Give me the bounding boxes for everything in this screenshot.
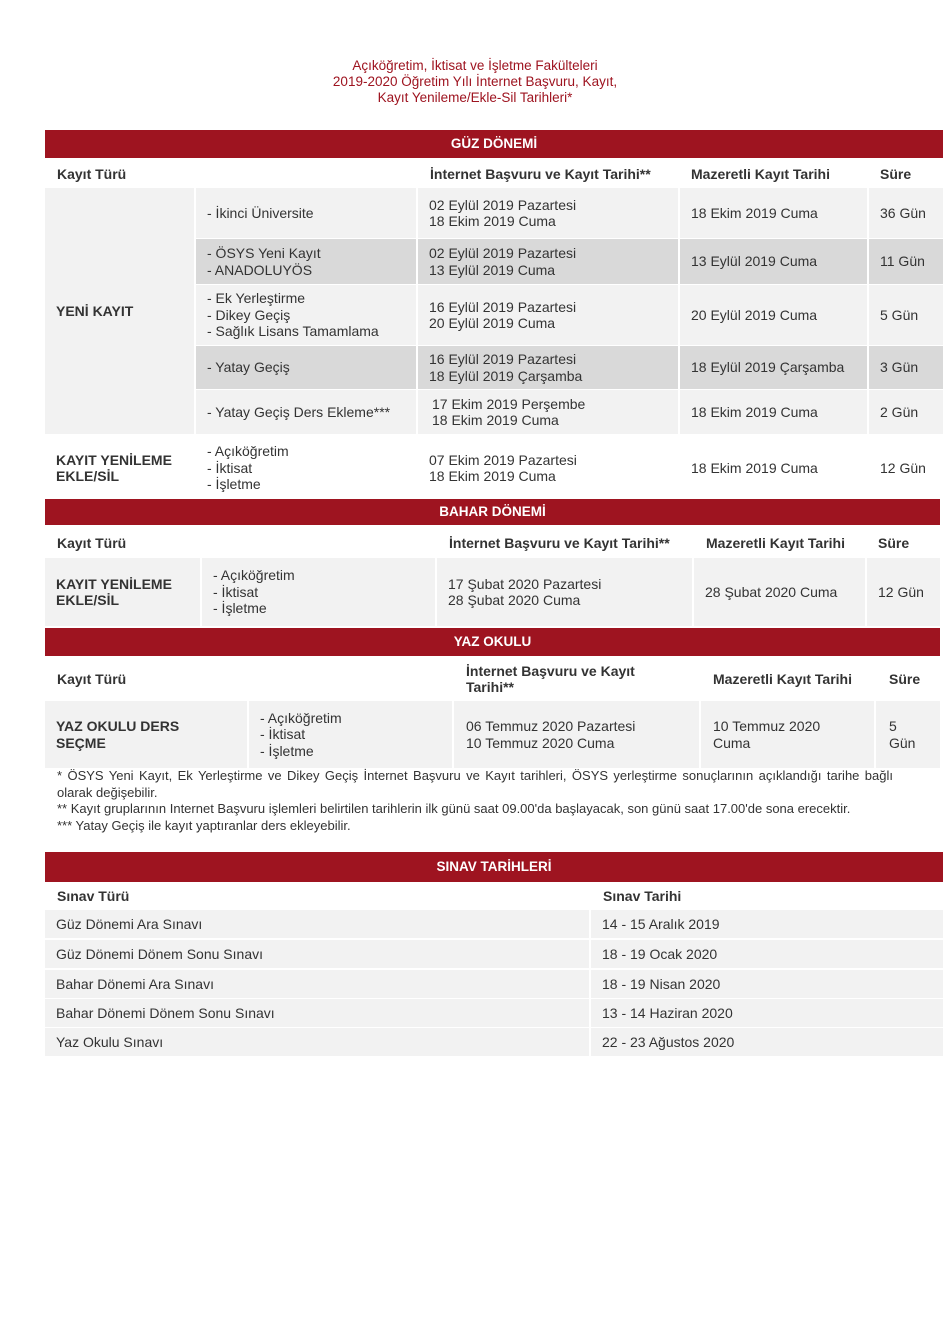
guz-row-5-basvuru: 17 Ekim 2019 Perşembe 18 Ekim 2019 Cuma xyxy=(418,390,678,434)
sinav-row-5-name: Yaz Okulu Sınavı xyxy=(45,1028,589,1056)
guz-row-4-type: - Yatay Geçiş xyxy=(196,346,416,389)
guz-yenileme-label: KAYIT YENİLEME EKLE/SİL xyxy=(56,451,172,484)
guz-band: GÜZ DÖNEMİ xyxy=(45,130,943,158)
sinav-row-1-name: Güz Dönemi Ara Sınavı xyxy=(45,910,589,938)
yaz-header-kayit-turu: Kayıt Türü xyxy=(57,671,127,687)
sinav-row-4-date: 13 - 14 Haziran 2020 xyxy=(591,999,943,1027)
yaz-basvuru: 06 Temmuz 2020 Pazartesi 10 Temmuz 2020 Cuma xyxy=(454,701,699,768)
bahar-header-sure: Süre xyxy=(878,535,910,551)
guz-row-2-type: - ÖSYS Yeni Kayıt - ANADOLUYÖS xyxy=(196,239,416,284)
yaz-sure: 5 Gün xyxy=(876,701,940,768)
yaz-header-basvuru: İnternet Başvuru ve Kayıt Tarihi** xyxy=(466,663,635,695)
yaz-header-mazeretli: Mazeretli Kayıt Tarihi xyxy=(713,671,853,687)
page-title xyxy=(0,58,950,106)
guz-row-2-sure: 11 Gün xyxy=(869,239,943,284)
guz-row-2-mazeretli: 13 Eylül 2019 Cuma xyxy=(680,239,867,284)
guz-row-1-sure: 36 Gün xyxy=(869,188,943,238)
sinav-row-1-date: 14 - 15 Aralık 2019 xyxy=(591,910,943,938)
guz-header-mazeretli: Mazeretli Kayıt Tarihi xyxy=(691,166,831,182)
bahar-types: - Açıköğretim - İktisat - İşletme xyxy=(202,558,435,626)
sinav-row-3-name: Bahar Dönemi Ara Sınavı xyxy=(45,970,589,998)
sinav-row-3-date: 18 - 19 Nisan 2020 xyxy=(591,970,943,998)
sinav-header-turu: Sınav Türü xyxy=(57,888,130,904)
bahar-sure: 12 Gün xyxy=(867,558,940,626)
sinav-row-2-name: Güz Dönemi Dönem Sonu Sınavı xyxy=(45,940,589,968)
guz-row-3-sure: 5 Gün xyxy=(869,285,943,345)
bahar-label: KAYIT YENİLEME EKLE/SİL xyxy=(45,558,200,626)
guz-row-5-mazeretli: 18 Ekim 2019 Cuma xyxy=(680,390,867,434)
guz-yenileme-types: - Açıköğretim - İktisat - İşletme xyxy=(207,443,289,493)
footnotes xyxy=(57,768,893,834)
bahar-header-kayit-turu: Kayıt Türü xyxy=(57,535,127,551)
guz-row-3-mazeretli: 20 Eylül 2019 Cuma xyxy=(680,285,867,345)
guz-yenileme-basvuru: 07 Ekim 2019 Pazartesi 18 Ekim 2019 Cuma xyxy=(429,451,577,484)
bahar-basvuru: 17 Şubat 2020 Pazartesi 28 Şubat 2020 Cuma xyxy=(437,558,692,626)
guz-row-1-mazeretli: 18 Ekim 2019 Cuma xyxy=(680,188,867,238)
sinav-row-2-date: 18 - 19 Ocak 2020 xyxy=(591,940,943,968)
title-line-3: Kayıt Yenileme/Ekle-Sil Tarihleri* xyxy=(377,90,573,105)
title-line-2: 2019-2020 Öğretim Yılı İnternet Başvuru, Kayıt, xyxy=(332,74,618,89)
footnote-3: *** Yatay Geçiş ile kayıt yaptıranlar ders ekleyebilir. xyxy=(57,817,351,833)
guz-row-5-sure: 2 Gün xyxy=(869,390,943,434)
sinav-row-5-date: 22 - 23 Ağustos 2020 xyxy=(591,1028,943,1056)
guz-header-basvuru: İnternet Başvuru ve Kayıt Tarihi** xyxy=(430,166,651,182)
sinav-header-tarihi: Sınav Tarihi xyxy=(603,888,682,904)
yaz-band: YAZ OKULU xyxy=(45,628,940,656)
yaz-types: - Açıköğretim - İktisat - İşletme xyxy=(249,701,452,768)
guz-row-2-basvuru: 02 Eylül 2019 Pazartesi 13 Eylül 2019 Cuma xyxy=(418,239,678,284)
guz-row-4-sure: 3 Gün xyxy=(869,346,943,389)
guz-row-1-basvuru: 02 Eylül 2019 Pazartesi 18 Ekim 2019 Cuma xyxy=(418,188,678,238)
yaz-mazeretli: 10 Temmuz 2020 Cuma xyxy=(701,701,874,768)
footnote-2: ** Kayıt gruplarının Internet Başvuru işlemleri belirtilen tarihlerin ilk günü saat 09.00'da başlayacak, son günü saat 17.00'de sona erecektir. xyxy=(57,801,851,816)
sinav-band: SINAV TARİHLERİ xyxy=(45,852,943,882)
footnote-1: * ÖSYS Yeni Kayıt, Ek Yerleştirme ve Dikey Geçiş İnternet Başvuru ve Kayıt tarihleri, ÖSYS yerleştirme sonuçlarının açıklandığı tarihe bağlı olarak değişebilir. xyxy=(57,768,893,800)
sinav-row-4-name: Bahar Dönemi Dönem Sonu Sınavı xyxy=(45,999,589,1027)
guz-yenileme-sure: 12 Gün xyxy=(880,459,926,476)
yaz-label: YAZ OKULU DERS SEÇME xyxy=(45,701,247,768)
guz-yenileme-mazeretli: 18 Ekim 2019 Cuma xyxy=(691,459,818,476)
guz-row-4-basvuru: 16 Eylül 2019 Pazartesi 18 Eylül 2019 Çarşamba xyxy=(418,346,678,389)
guz-yeni-kayit-label: YENİ KAYIT xyxy=(45,188,194,434)
bahar-header-basvuru: İnternet Başvuru ve Kayıt Tarihi** xyxy=(449,535,670,551)
guz-header-kayit-turu: Kayıt Türü xyxy=(57,166,127,182)
bahar-header-mazeretli: Mazeretli Kayıt Tarihi xyxy=(706,535,846,551)
bahar-band: BAHAR DÖNEMİ xyxy=(45,499,940,525)
title-line-1: Açıköğretim, İktisat ve İşletme Fakülteleri xyxy=(352,58,598,73)
guz-row-1-type: - İkinci Üniversite xyxy=(196,188,416,238)
guz-row-4-mazeretli: 18 Eylül 2019 Çarşamba xyxy=(680,346,867,389)
guz-row-5-type: - Yatay Geçiş Ders Ekleme*** xyxy=(196,390,416,434)
guz-header-sure: Süre xyxy=(880,166,912,182)
bahar-mazeretli: 28 Şubat 2020 Cuma xyxy=(694,558,865,626)
guz-row-3-type: - Ek Yerleştirme - Dikey Geçiş - Sağlık Lisans Tamamlama xyxy=(196,285,416,345)
guz-row-3-basvuru: 16 Eylül 2019 Pazartesi 20 Eylül 2019 Cuma xyxy=(418,285,678,345)
yaz-header-sure: Süre xyxy=(889,671,921,687)
